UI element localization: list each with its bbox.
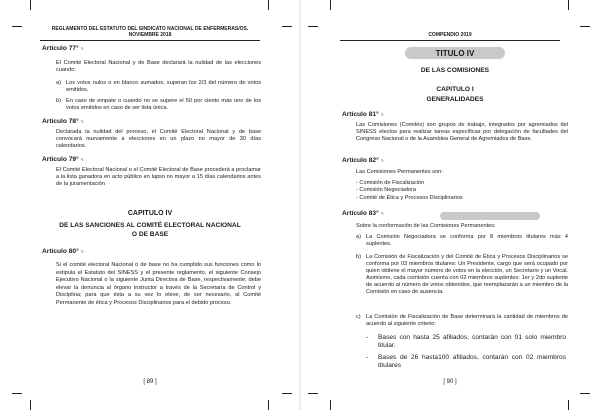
pencil-icon: ✎ xyxy=(80,249,84,254)
item-text: En caso de empate o cuando no se supere el 50 por ciento más uno de los votos emitidos en caso de ser lista única. xyxy=(66,98,261,112)
subtitle: DE LAS COMISIONES xyxy=(420,67,490,74)
highlight-banner xyxy=(440,212,540,220)
right-page xyxy=(300,0,600,410)
commission-list xyxy=(356,180,568,202)
chapter-title: CAPITULO IV xyxy=(127,210,173,217)
article-80-body: Si el comité electoral Nacional o de base no ha cumplido sus funciones como lo estipula el Estatuto del SINESS y el presente reglamento, el siguiente Consejo Ejecutivo Nacional o la siguiente Junta Directiva de Base, respectivamente; debe elevar la denuncia al órgano instructor a través de la Secretaría de Control y Disciplina; para que ésta a su vez lo eleve, de ser necesario, al Comité Permanente de ética y Procesos Disciplinarios para el debido proceso. xyxy=(56,262,261,306)
list-item: - Comisión de Fiscalización xyxy=(356,180,425,186)
list-item xyxy=(56,80,261,94)
chapter-title: CAPITULO I xyxy=(436,86,474,93)
list-item xyxy=(356,314,568,328)
article-80-title: Artículo 80° ✎ xyxy=(42,248,84,255)
article-79-body: El Comité Electoral Nacional o el Comité Electoral de Base procederá a proclamar a la lista ganadora en acto público en lapso no mayor a 15 días calendarios antes de la juramentación xyxy=(56,167,261,188)
pencil-icon: ✎ xyxy=(380,112,384,117)
article-81-body: Las Comisiones (Comités) son grupos de trabajo, integrados por agremiados del SINESS electos para realizar tareas específicas por delegación de facultades del Congreso Nacional o de la Asamblea General de Agremiados de Base. xyxy=(356,122,568,143)
article-82-title: Artículo 82° ✎ xyxy=(342,157,384,164)
pencil-icon: ✎ xyxy=(80,46,84,51)
article-79-title: Artículo 79° ✎ xyxy=(42,156,84,163)
list-item xyxy=(356,234,568,248)
running-header: COMPENDIO 2019 xyxy=(428,32,472,38)
article-77-title: Artículo 77° ✎ xyxy=(42,45,84,52)
article-83-intro: Sobre la conformación de las Comisiones Permanentes: xyxy=(356,223,496,229)
header-date: NOVIEMBRE 2018 xyxy=(128,32,172,38)
item-text: La Comisión de Fiscalización y del Comité de Ética y Procesos Disciplinarios se conforma por 03 miembros titulares: Un Presidente, cargo que será ocupado por quien obtiene el mayor número de votos en la elección, un Secretario y un Vocal. Asimismo, cada comisión cuenta con 02 miembros suplentes: 1er y 2do suplente de acuerdo al número de votos obtenidos, que reemplazarán a un miembro de la Comisión en caso de ausencia. xyxy=(366,254,568,296)
article-81-title: Artículo 81° ✎ xyxy=(342,111,384,118)
dash-item: - Bases de 26 hasta100 afiliados, contarán con 02 miembros titulares xyxy=(366,354,566,370)
chapter-subtitle: DE LAS SANCIONES AL COMITÉ ELECTORAL NACIONAL O DE BASE xyxy=(59,222,241,238)
article-78-title: Artículo 78° ✎ xyxy=(42,118,84,125)
item-label: a) xyxy=(356,234,361,240)
page-number: [ 89 ] xyxy=(143,379,157,385)
pencil-icon: ✎ xyxy=(80,157,84,162)
list-item: - Comisión Negociadora xyxy=(356,187,417,194)
running-header xyxy=(40,26,260,38)
article-77-body: El Comité Electoral Nacional y de Base declarará la nulidad de las elecciones cuando: xyxy=(56,60,261,74)
header-rule xyxy=(40,40,260,41)
article-82-intro: Las Comisiones Permanentes son: xyxy=(356,169,443,175)
pencil-icon: ✎ xyxy=(80,119,84,124)
item-label: a) xyxy=(56,80,61,86)
item-text: La Comisión Negociadora se conforma por 8 miembros titulares más 4 suplentes. xyxy=(366,234,568,248)
title: TITULO IV xyxy=(435,49,475,58)
article-83-title: Artículo 83° ✎ xyxy=(342,210,384,217)
list-item xyxy=(56,98,261,112)
list-item: - Comité de Ética y Procesos Disciplinarios xyxy=(356,194,463,201)
dash-item-text: Bases con hasta 25 afiliados, contarán con 01 solo miembro titular. xyxy=(378,334,566,350)
item-text: La Comisión de Fiscalización de Base determinará la cantidad de miembros de acuerdo al siguiente criterio: xyxy=(366,314,568,328)
item-label: b) xyxy=(56,98,61,104)
dash-item: - Bases con hasta 25 afiliados, contarán con 01 solo miembro titular. xyxy=(366,334,566,350)
pencil-icon: ✎ xyxy=(380,158,384,163)
chapter-subtitle: GENERALIDADES xyxy=(426,96,484,103)
item-label: c) xyxy=(356,314,361,320)
header-rule xyxy=(340,40,560,41)
header-title: REGLAMENTO DEL ESTATUTO DEL SINDICATO NACIONAL DE ENFERMERAS/OS. xyxy=(51,26,249,32)
article-78-body: Declarada la nulidad del proceso, el Comité Electoral Nacional y de base convocará nuevamente a elecciones en un plazo no mayor de 30 días calendarios. xyxy=(56,129,261,150)
dash-item-text: Bases de 26 hasta100 afiliados, contarán con 02 miembros titulares xyxy=(378,354,566,370)
item-text: Los votos nulos o en blanco sumados, superan los 2/3 del número de votos emitidos. xyxy=(66,80,261,94)
pencil-icon: ✎ xyxy=(380,211,384,216)
page-number: [ 90 ] xyxy=(443,379,457,385)
list-item xyxy=(356,254,568,297)
item-label: b) xyxy=(356,254,361,260)
